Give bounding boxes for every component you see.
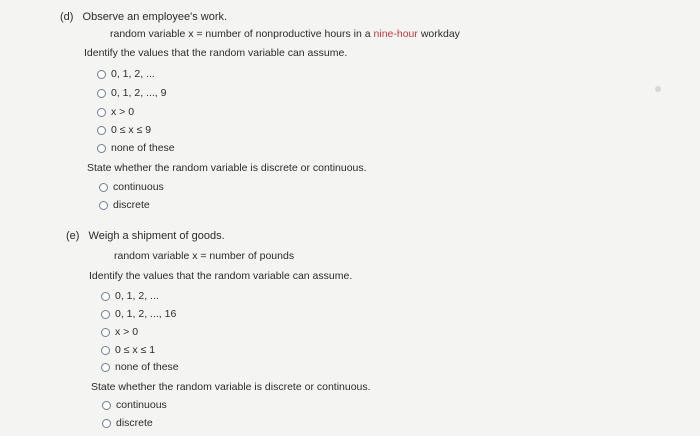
part-e-values-option-3[interactable] <box>101 326 138 338</box>
radio-icon[interactable] <box>97 126 106 135</box>
radio-icon[interactable] <box>101 310 110 319</box>
part-e-label: (e) <box>66 230 80 242</box>
part-e-values-option-5[interactable] <box>101 361 179 373</box>
option-label: 0 ≤ x ≤ 1 <box>115 344 156 356</box>
part-d-type-option-discrete[interactable] <box>99 199 150 211</box>
speck-decoration <box>655 86 661 92</box>
radio-icon[interactable] <box>101 328 110 337</box>
option-label: continuous <box>113 181 164 193</box>
option-label: 0 ≤ x ≤ 9 <box>111 124 152 136</box>
part-e-heading <box>66 230 225 242</box>
option-label: x > 0 <box>111 106 135 118</box>
option-label: none of these <box>115 361 179 373</box>
part-d-label: (d) <box>60 11 74 23</box>
radio-icon[interactable] <box>101 363 110 372</box>
radio-icon[interactable] <box>101 292 110 301</box>
part-e-type-option-discrete[interactable] <box>102 417 153 429</box>
radio-icon[interactable] <box>97 108 106 117</box>
part-d-type-option-continuous[interactable] <box>99 181 164 193</box>
part-e-values-question: Identify the values that the random variable can assume. <box>89 270 353 282</box>
option-label: 0, 1, 2, ... <box>115 290 159 302</box>
part-d-values-option-5[interactable] <box>97 142 175 154</box>
option-label: x > 0 <box>115 326 139 338</box>
option-label: 0, 1, 2, ..., 16 <box>115 308 177 320</box>
part-d-rv-suffix: workday <box>417 28 460 40</box>
radio-icon[interactable] <box>99 201 108 210</box>
part-d-values-option-4[interactable] <box>97 124 151 136</box>
part-d-type-question: State whether the random variable is discrete or continuous. <box>87 162 367 174</box>
option-label: continuous <box>116 399 167 411</box>
part-d-title: Observe an employee's work. <box>82 11 228 23</box>
part-e-values-option-1[interactable] <box>101 290 159 302</box>
part-d-rv-prefix: random variable x = number of nonproductive hours in a <box>110 28 374 40</box>
part-e-random-variable: random variable x = number of pounds <box>114 250 295 262</box>
option-label: none of these <box>111 142 175 154</box>
part-d-values-option-2[interactable] <box>97 87 166 99</box>
part-d-values-question: Identify the values that the random variable can assume. <box>84 47 348 59</box>
part-e-type-question: State whether the random variable is discrete or continuous. <box>91 381 371 393</box>
part-e-values-option-4[interactable] <box>101 344 155 356</box>
radio-icon[interactable] <box>97 70 106 79</box>
part-e-values-option-2[interactable] <box>101 308 176 320</box>
option-label: discrete <box>116 417 153 429</box>
radio-icon[interactable] <box>102 419 111 428</box>
radio-icon[interactable] <box>99 183 108 192</box>
option-label: 0, 1, 2, ..., 9 <box>111 87 167 99</box>
part-e-type-option-continuous[interactable] <box>102 399 167 411</box>
radio-icon[interactable] <box>97 144 106 153</box>
radio-icon[interactable] <box>97 89 106 98</box>
part-d-values-option-3[interactable] <box>97 106 134 118</box>
option-label: 0, 1, 2, ... <box>111 68 155 80</box>
part-d-random-variable <box>110 28 460 40</box>
option-label: discrete <box>113 199 150 211</box>
part-d-rv-highlight: nine-hour <box>373 28 418 40</box>
part-d-values-option-1[interactable] <box>97 68 155 80</box>
part-e-title: Weigh a shipment of goods. <box>88 230 225 242</box>
part-d-heading <box>60 11 227 23</box>
radio-icon[interactable] <box>101 346 110 355</box>
radio-icon[interactable] <box>102 401 111 410</box>
